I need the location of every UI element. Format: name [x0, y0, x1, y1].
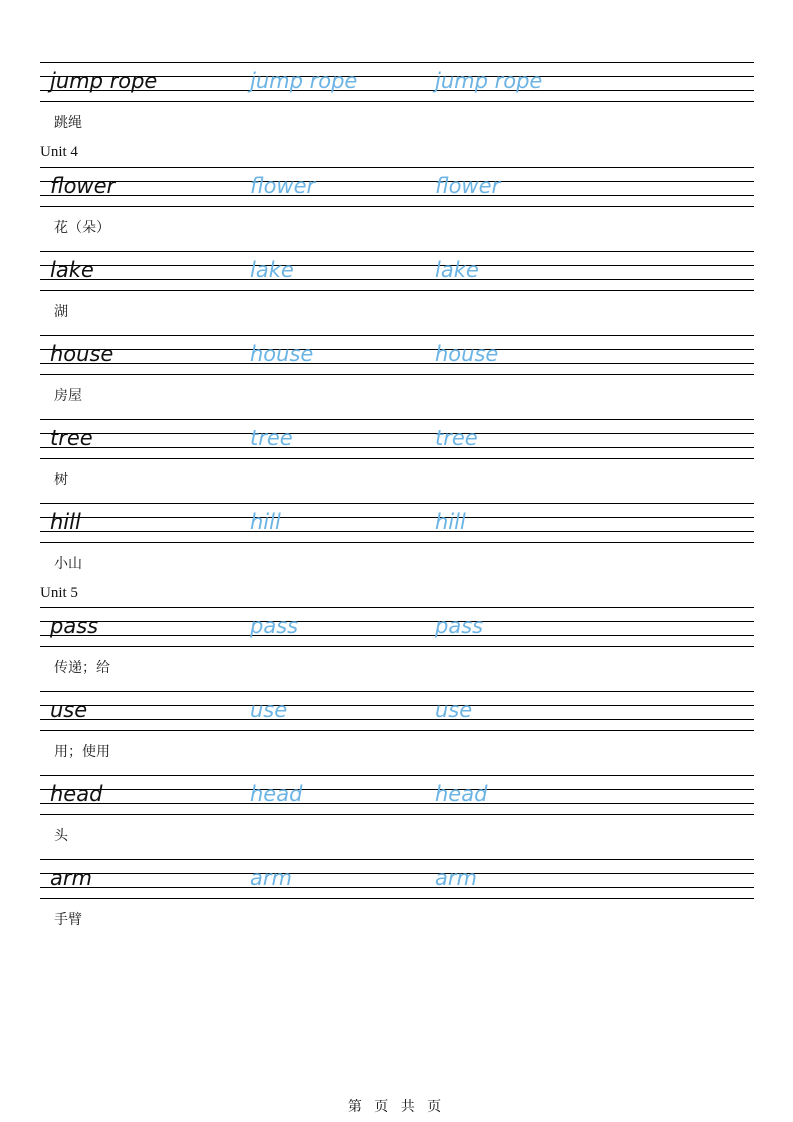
word-model: use: [50, 698, 88, 722]
word-meaning: 用；使用: [54, 744, 110, 760]
word-trace-2: jump rope: [435, 69, 543, 93]
writing-staff[interactable]: [40, 775, 754, 815]
word-entry: [40, 62, 754, 167]
word-row: [40, 692, 754, 732]
word-trace-1: hill: [250, 509, 281, 534]
word-row: [40, 168, 754, 208]
word-entry: [40, 419, 754, 503]
word-trace-1: lake: [250, 257, 294, 282]
page-footer: 第 页 共 页: [347, 1099, 446, 1115]
word-trace-2: flower: [435, 173, 501, 198]
word-meaning: 湖: [54, 303, 68, 320]
writing-staff[interactable]: [40, 62, 754, 102]
unit-heading: Unit 4: [40, 144, 78, 160]
word-row: [40, 860, 754, 900]
writing-staff[interactable]: [40, 859, 754, 899]
word-row: [40, 776, 754, 816]
word-trace-2: arm: [435, 866, 477, 890]
word-entry: [40, 335, 754, 419]
word-model: head: [50, 782, 103, 806]
spacer: [40, 937, 754, 943]
word-row: [40, 63, 754, 103]
word-trace-2: house: [435, 341, 499, 366]
word-meaning: 小山: [54, 555, 82, 572]
word-model: arm: [50, 866, 92, 890]
word-entry: [40, 775, 754, 859]
writing-staff[interactable]: [40, 503, 754, 543]
word-entry: [40, 167, 754, 251]
word-trace-1: use: [250, 698, 288, 722]
word-meaning: 房屋: [54, 387, 82, 404]
word-model: house: [50, 341, 114, 366]
word-row: [40, 608, 754, 648]
word-meaning: 传递；给: [54, 660, 110, 676]
writing-staff[interactable]: [40, 419, 754, 459]
word-model: lake: [50, 257, 94, 282]
word-trace-2: head: [435, 782, 488, 806]
word-trace-1: head: [250, 782, 303, 806]
word-trace-2: tree: [435, 425, 478, 450]
word-model: jump rope: [50, 69, 158, 93]
writing-staff[interactable]: [40, 167, 754, 207]
word-model: flower: [50, 173, 116, 198]
word-entry: [40, 503, 754, 608]
word-meaning: 花（朵）: [54, 219, 110, 236]
writing-staff[interactable]: [40, 335, 754, 375]
word-practice-sheet: [40, 62, 754, 943]
word-trace-1: tree: [250, 425, 293, 450]
word-trace-2: lake: [435, 257, 479, 282]
word-row: [40, 504, 754, 544]
writing-staff[interactable]: [40, 607, 754, 647]
word-model: pass: [50, 614, 99, 638]
word-trace-2: hill: [435, 509, 466, 534]
word-meaning: 手臂: [54, 912, 82, 928]
word-entry: [40, 859, 754, 943]
word-trace-1: pass: [250, 614, 299, 638]
word-entry: [40, 691, 754, 775]
word-model: hill: [50, 509, 81, 534]
word-entry: [40, 251, 754, 335]
word-meaning: 树: [54, 471, 68, 488]
word-meaning: 跳绳: [54, 115, 82, 131]
word-trace-1: arm: [250, 866, 292, 890]
word-entry: [40, 607, 754, 691]
word-trace-1: flower: [250, 173, 316, 198]
writing-staff[interactable]: [40, 251, 754, 291]
word-meaning: 头: [54, 828, 68, 844]
writing-staff[interactable]: [40, 691, 754, 731]
word-trace-2: use: [435, 698, 473, 722]
word-row: [40, 420, 754, 460]
unit-heading: Unit 5: [40, 584, 78, 601]
word-row: [40, 252, 754, 292]
word-model: tree: [50, 425, 93, 450]
word-trace-2: pass: [435, 614, 484, 638]
word-row: [40, 336, 754, 376]
word-trace-1: house: [250, 341, 314, 366]
word-trace-1: jump rope: [250, 69, 358, 93]
